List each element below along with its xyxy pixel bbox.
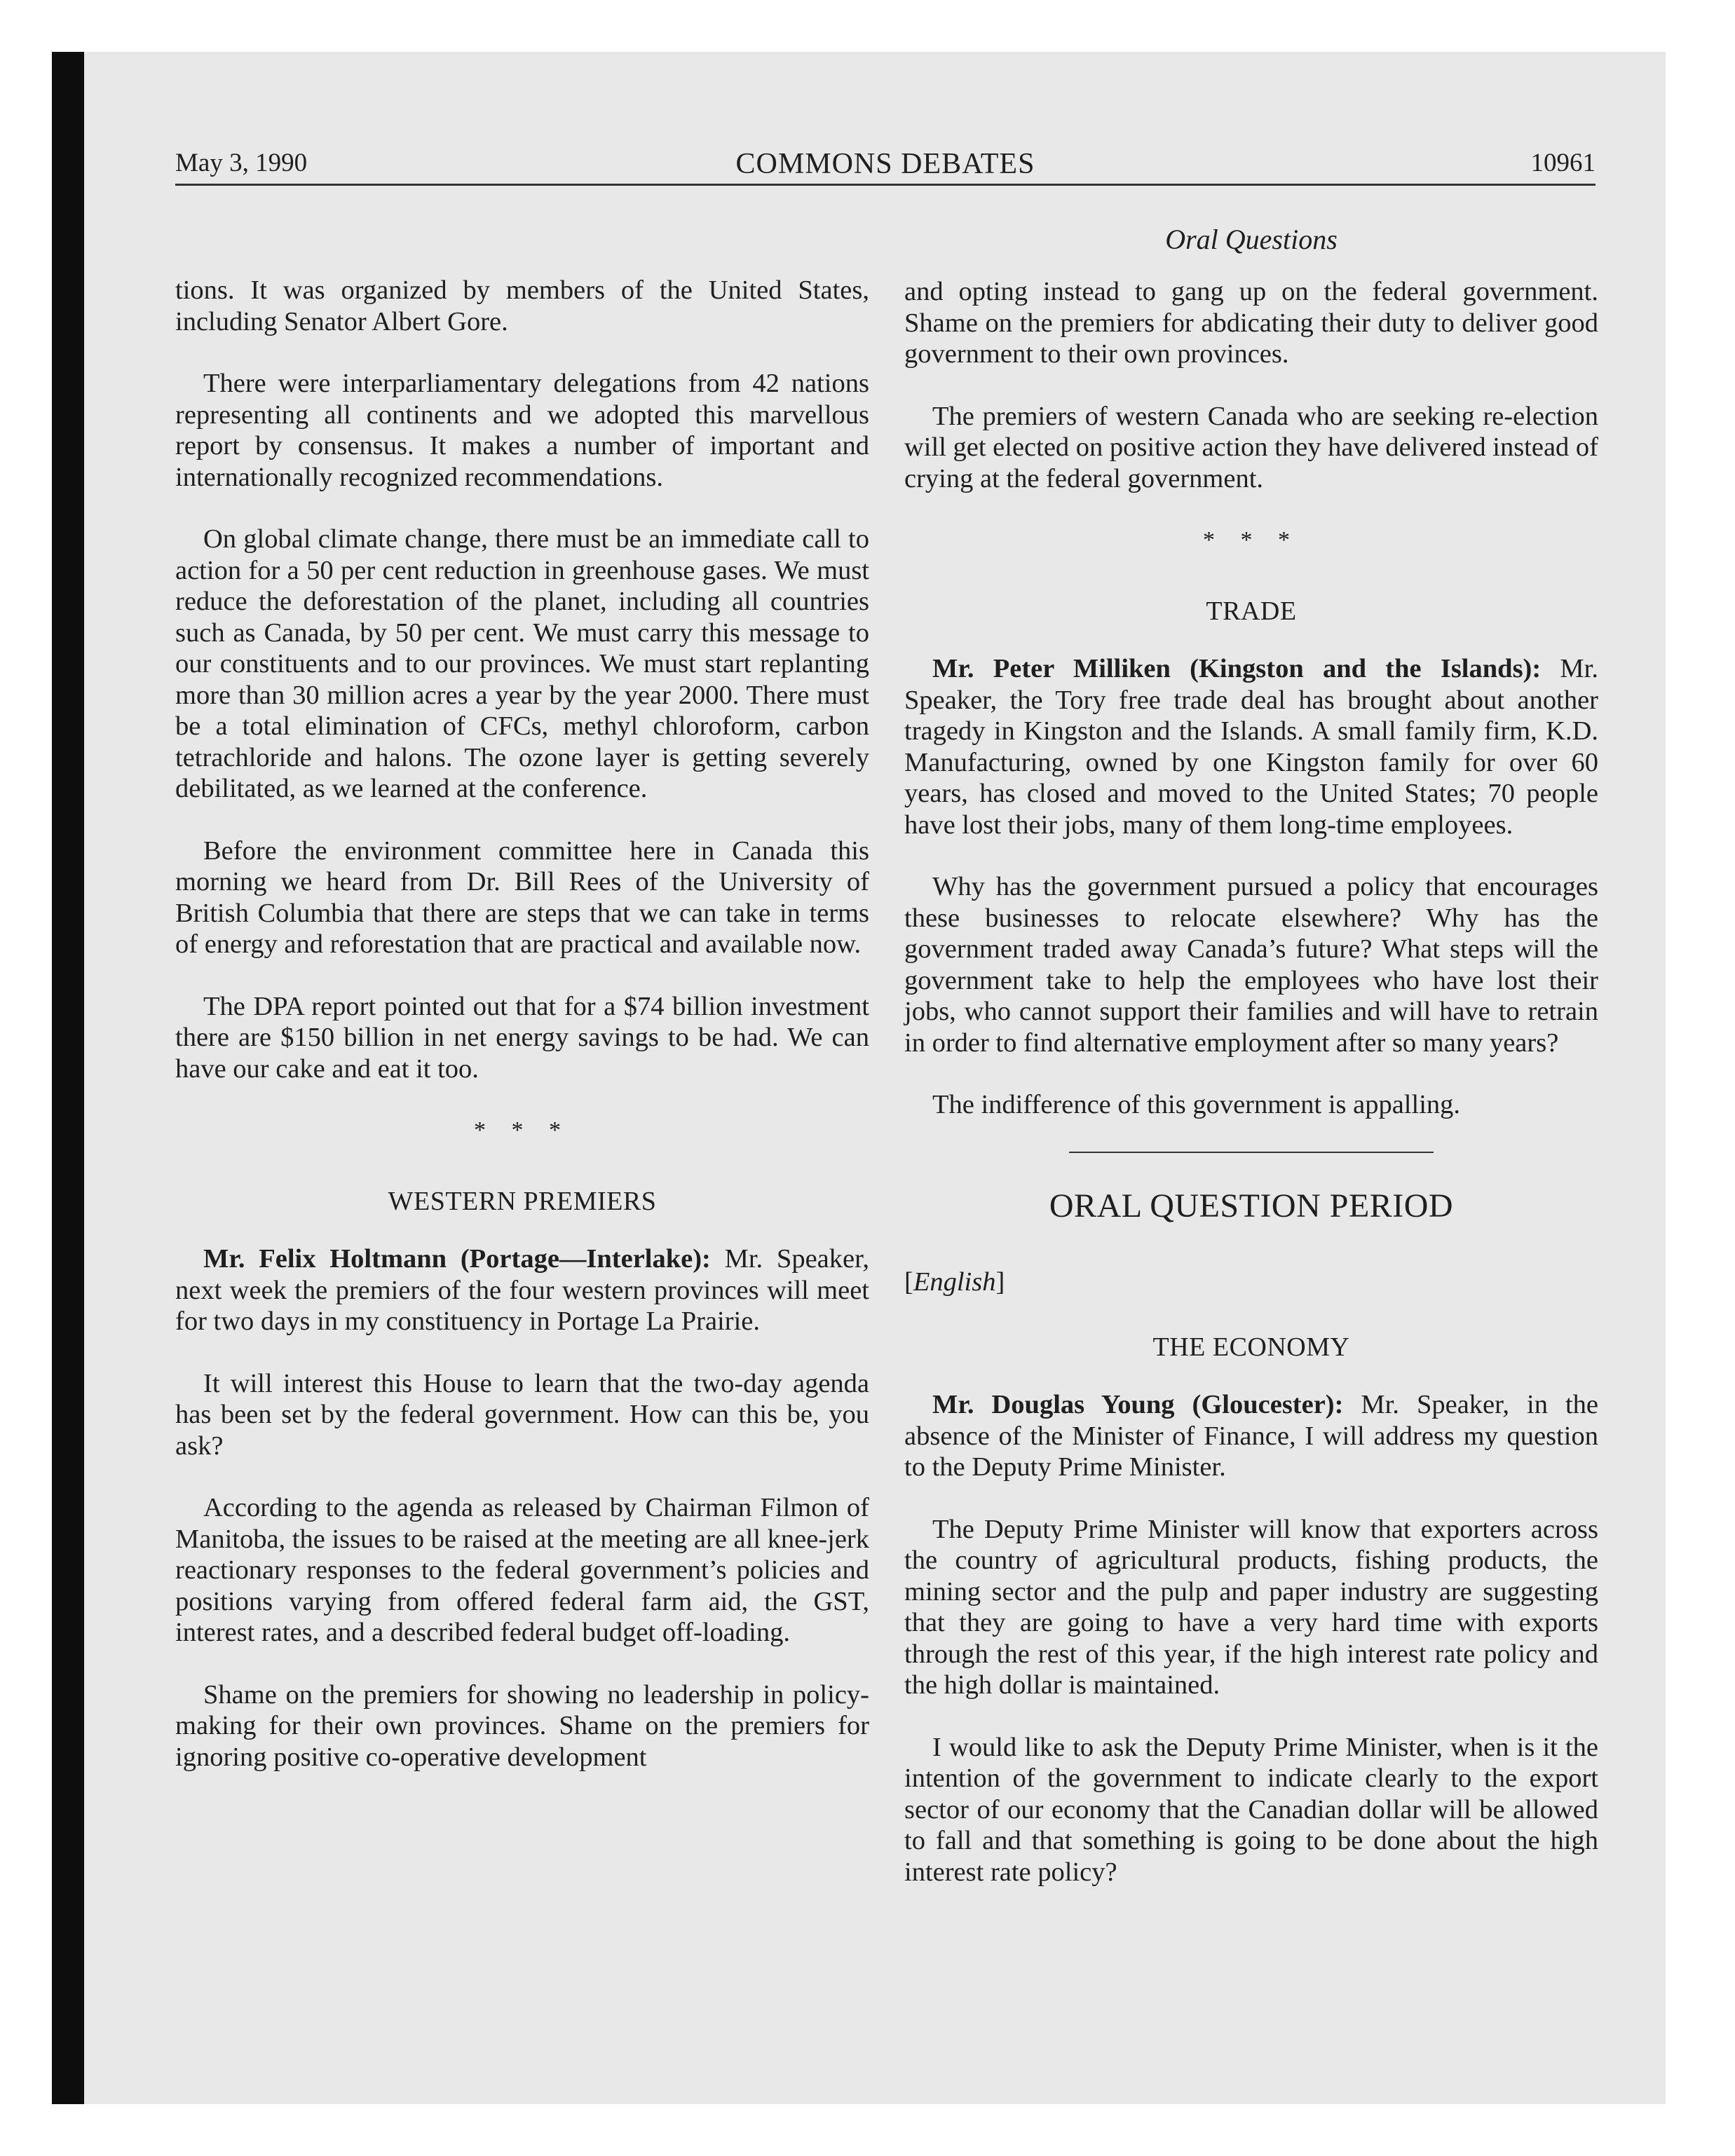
- speech-text: Mr. Speaker, the Tory free trade deal has brought about another tragedy in Kingston and the Islands. A small family firm, K.D. Manufacturing, owned by one Kingston family for over 60 years, has closed and moved to the United States; 70 people have lost their jobs, many of them long-time employees.: [904, 654, 1598, 840]
- paragraph: It will interest this House to learn that the two-day agenda has been set by the federal government. How can this be, you ask?: [175, 1368, 869, 1461]
- language-marker: [English]: [904, 1267, 1005, 1297]
- paragraph: tions. It was organized by members of the United States, including Senator Albert Gore.: [175, 275, 869, 336]
- publication-title: COMMONS DEBATES: [735, 148, 1035, 180]
- paragraph: I would like to ask the Deputy Prime Minister, when is it the intention of the government to indicate clearly to the export sector of our economy that the Canadian dollar will be allowed to fall and that something is going to be done about the high interest rate policy?: [904, 1732, 1598, 1887]
- page-header: [175, 142, 1595, 184]
- paragraph: The Deputy Prime Minister will know that exporters across the country of agricultural products, fishing products, the mining sector and the pulp and paper industry are suggesting that they are going to have a very hard time with exports through the rest of this year, if the high interest rate policy and the high dollar is maintained.: [904, 1514, 1598, 1700]
- paragraph: On global climate change, there must be an immediate call to action for a 50 per cent reduction in greenhouse gases. We must reduce the deforestation of the planet, including all countries such as Canada, by 50 per cent. We must carry this message to our constituents and to our provinces. We must start replanting more than 30 million acres a year by the year 2000. There must be a total elimination of CFCs, methyl chloroform, carbon tetrachloride and halons. The ozone layer is getting severely debilitated, as we learned at the conference.: [175, 524, 869, 803]
- speaker-name: Mr. Felix Holtmann (Portage—Interlake):: [203, 1244, 711, 1274]
- speech-text: Mr. Speaker, in the absence of the Minister of Finance, I will address my question to the Deputy Prime Minister.: [904, 1390, 1598, 1482]
- section-separator: * * *: [1203, 527, 1300, 553]
- left-column: [175, 275, 869, 1803]
- speech-text: Mr. Speaker, next week the premiers of the four western provinces will meet for two days in my constituency in Portage La Prairie.: [175, 1244, 869, 1336]
- section-heading-western-premiers: WESTERN PREMIERS: [388, 1186, 657, 1216]
- main-heading-oral-question-period: ORAL QUESTION PERIOD: [1049, 1187, 1454, 1224]
- paragraph: Before the environment committee here in Canada this morning we heard from Dr. Bill Rees of the University of British Columbia that there are steps that we can take in terms of energy and reforestation that are practical and available now.: [175, 835, 869, 959]
- paragraph: The DPA report pointed out that for a $74 billion investment there are $150 billion in net energy savings to be had. We can have our cake and eat it too.: [175, 991, 869, 1084]
- header-date: May 3, 1990: [175, 149, 308, 177]
- speech-paragraph: [904, 1389, 1598, 1483]
- section-heading-trade: TRADE: [1206, 596, 1297, 626]
- page-number: 10961: [1530, 149, 1595, 177]
- paragraph: Why has the government pursued a policy that encourages these businesses to relocate elsewhere? Why has the government traded away Canada’s future? What steps will the government take to help the employees who have lost their jobs, who cannot support their families and will have to retrain in order to find alternative employment after so many years?: [904, 872, 1598, 1058]
- section-heading-the-economy: THE ECONOMY: [1152, 1332, 1350, 1362]
- paragraph: According to the agenda as released by Chairman Filmon of Manitoba, the issues to be raised at the meeting are all knee-jerk reactionary responses to the federal government’s policies and positions varying from offered federal farm aid, the GST, interest rates, and a described federal budget off-loading.: [175, 1493, 869, 1647]
- running-head: Oral Questions: [1165, 224, 1338, 255]
- section-separator: * * *: [474, 1117, 571, 1143]
- paragraph: and opting instead to gang up on the federal government. Shame on the premiers for abdicating their duty to deliver good government to their own provinces.: [904, 277, 1598, 369]
- binding-edge: [52, 52, 84, 2104]
- paragraph: The indifference of this government is appalling.: [932, 1090, 1461, 1119]
- speech-paragraph: [175, 1243, 869, 1337]
- right-column: [904, 276, 1598, 1918]
- speaker-name: Mr. Peter Milliken (Kingston and the Islands):: [932, 654, 1542, 683]
- speech-paragraph: [904, 653, 1598, 840]
- paragraph: There were interparliamentary delegations from 42 nations representing all continents and we adopted this marvellous report by consensus. It makes a number of important and internationally recognized recommendations.: [175, 369, 869, 492]
- speaker-name: Mr. Douglas Young (Gloucester):: [932, 1390, 1344, 1419]
- paragraph: Shame on the premiers for showing no leadership in policy-making for their own provinces. Shame on the premiers for ignoring positive co-operative development: [175, 1679, 869, 1772]
- section-rule: [1069, 1152, 1434, 1153]
- header-rule: [175, 184, 1595, 186]
- paragraph: The premiers of western Canada who are seeking re-election will get elected on positive action they have delivered instead of crying at the federal government.: [904, 401, 1598, 493]
